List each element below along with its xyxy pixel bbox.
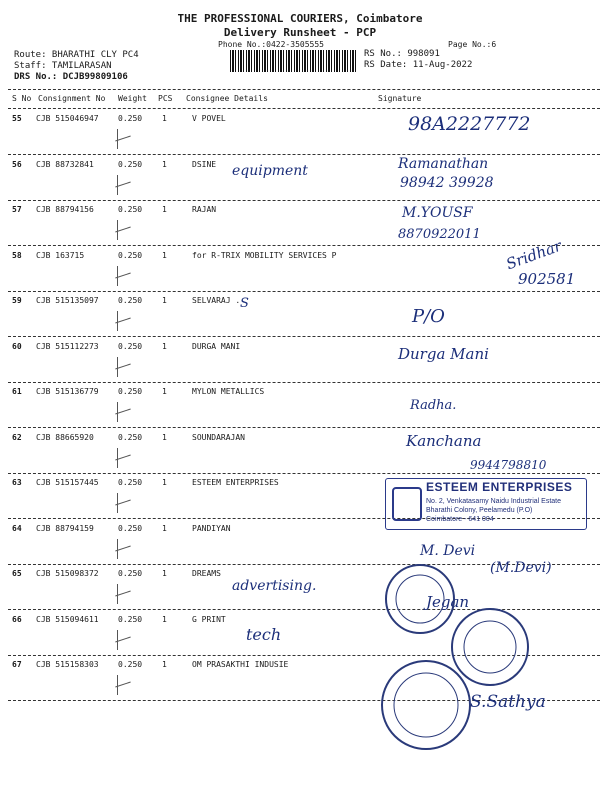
col-signature: Signature — [378, 94, 422, 103]
pen-tick — [117, 493, 118, 513]
row-pcs: 1 — [162, 205, 167, 214]
row-divider — [8, 200, 600, 201]
phone-57: 8870922011 — [398, 227, 481, 242]
note-66: tech — [246, 625, 282, 644]
signature-64: M. Devi — [420, 543, 476, 559]
row-weight: 0.250 — [118, 114, 143, 123]
row-consignee: PANDIYAN — [192, 523, 231, 533]
row-consignee: DURGA MANI — [192, 341, 241, 351]
col-weight: Weight — [118, 94, 147, 103]
company-name: THE PROFESSIONAL COURIERS, Coimbatore — [177, 12, 423, 25]
pen-tick — [117, 675, 118, 695]
row-consignment: CJB 515094611 — [36, 614, 99, 624]
row-pcs: 1 — [162, 478, 167, 487]
row-consignment: CJB 163715 — [36, 250, 85, 260]
pen-tick — [117, 402, 118, 422]
phone-56: 98942 39928 — [400, 175, 494, 191]
drs-number: DRS No.: DCJB99809106 — [14, 72, 128, 82]
row-sno: 64 — [12, 523, 22, 533]
signature-67: S.Sathya — [470, 692, 546, 712]
row-pcs: 1 — [162, 159, 167, 169]
row-consignee: RAJAN — [192, 205, 217, 214]
stamp-line-2: Bharathi Colony, Peelamedu (P.O) — [426, 507, 533, 514]
row-sno: 59 — [12, 296, 22, 305]
note-56: equipment — [232, 163, 308, 179]
row-sno: 55 — [12, 114, 22, 123]
col-sno: S No — [12, 94, 32, 103]
row-sno: 58 — [12, 250, 22, 260]
row-divider — [8, 245, 600, 246]
row-sno: 57 — [12, 205, 22, 214]
table-row — [0, 294, 600, 340]
row-weight: 0.250 — [118, 660, 143, 669]
row-pcs: 1 — [162, 341, 167, 351]
col-pcs: PCS — [158, 94, 173, 103]
seal-gprint-inner — [464, 621, 516, 673]
row-consignment: CJB 515136779 — [36, 387, 99, 396]
row-weight: 0.250 — [118, 523, 143, 533]
pen-tick — [117, 584, 118, 604]
row-sno: 63 — [12, 478, 22, 487]
stamp-name: ESTEEM ENTERPRISES — [426, 480, 573, 494]
row-divider — [8, 427, 600, 428]
table-row — [0, 340, 600, 386]
row-pcs: 1 — [162, 569, 167, 578]
pen-tick — [117, 129, 118, 149]
column-header — [0, 94, 600, 106]
row-consignment: CJB 88732841 — [36, 159, 94, 169]
seal-om-prasakthi-inner — [394, 673, 458, 737]
rs-number: RS No.: 998091 — [364, 49, 440, 59]
signature-65: Jegan — [426, 593, 470, 611]
row-sno: 65 — [12, 569, 22, 578]
row-consignee: SOUNDARAJAN — [192, 432, 245, 442]
row-sno: 67 — [12, 660, 22, 669]
document-title: Delivery Runsheet - PCP — [223, 26, 377, 39]
row-sno: 60 — [12, 341, 22, 351]
signature-60: Durga Mani — [398, 345, 489, 363]
row-consignment: CJB 515157445 — [36, 478, 99, 487]
row-divider — [8, 382, 600, 383]
row-consignee: V POVEL — [192, 114, 226, 123]
seal-gprint — [452, 609, 528, 685]
row-consignment: CJB 515112273 — [36, 341, 99, 351]
phone-number: Phone No.:0422-3505555 — [218, 40, 324, 49]
staff: Staff: TAMILARASAN — [14, 61, 112, 71]
pen-tick — [117, 357, 118, 377]
row-weight: 0.250 — [118, 614, 143, 624]
row-weight: 0.250 — [118, 387, 143, 396]
row-pcs: 1 — [162, 432, 167, 442]
phone-62: 9944798810 — [470, 458, 547, 472]
signature-57: M.YOUSF — [402, 205, 473, 221]
row-consignee: for R-TRIX MOBILITY SERVICES P — [192, 250, 337, 260]
row-pcs: 1 — [162, 614, 167, 624]
company-stamp — [385, 478, 587, 530]
row-divider — [8, 336, 600, 337]
table-row — [0, 385, 600, 431]
row-divider — [8, 154, 600, 155]
signature-64-alt: (M.Devi) — [490, 560, 552, 576]
table-row — [0, 203, 600, 249]
row-consignee: SELVARAJ . — [192, 296, 241, 305]
row-pcs: 1 — [162, 387, 167, 396]
row-weight: 0.250 — [118, 159, 143, 169]
pen-tick — [117, 539, 118, 559]
stamp-logo-icon — [392, 487, 422, 521]
page-number: Page No.:6 — [448, 40, 497, 49]
signature-61: Radha. — [410, 398, 457, 413]
seal-om-prasakthi — [382, 661, 470, 749]
seal-dreams-inner — [396, 575, 444, 623]
row-sno: 66 — [12, 614, 22, 624]
row-consignment: CJB 515158303 — [36, 660, 99, 669]
row-consignee: MYLON METALLICS — [192, 387, 265, 396]
row-consignment: CJB 88794159 — [36, 523, 94, 533]
row-pcs: 1 — [162, 114, 167, 123]
row-weight: 0.250 — [118, 250, 143, 260]
row-weight: 0.250 — [118, 341, 143, 351]
barcode — [230, 50, 358, 72]
row-sno: 62 — [12, 432, 22, 442]
row-weight: 0.250 — [118, 478, 143, 487]
col-consignment: Consignment No — [38, 94, 106, 103]
row-consignment: CJB 515098372 — [36, 569, 99, 578]
row-consignee: ESTEEM ENTERPRISES — [192, 478, 279, 487]
stamp-line-1: No. 2, Venkatasamy Naidu Industrial Estate — [426, 498, 562, 505]
signature-58: Sridhar — [503, 236, 564, 274]
col-consignee: Consignee Details — [186, 94, 268, 103]
row-consignment: CJB 515135097 — [36, 296, 99, 305]
row-weight: 0.250 — [118, 569, 143, 578]
route: Route: BHARATHI CLY PC4 — [14, 50, 139, 60]
row-pcs: 1 — [162, 660, 167, 669]
row-pcs: 1 — [162, 523, 167, 533]
row-sno: 56 — [12, 159, 22, 169]
signature-56: Ramanathan — [398, 156, 489, 172]
pen-tick — [117, 311, 118, 331]
row-consignment: CJB 88665920 — [36, 432, 94, 442]
row-consignee: DREAMS — [192, 569, 221, 578]
stamp-line-3: Coimbatore - 641 004 — [426, 516, 494, 523]
row-pcs: 1 — [162, 250, 167, 260]
row-consignee: OM PRASAKTHI INDUSIE — [192, 660, 289, 669]
row-sno: 61 — [12, 387, 22, 396]
pen-tick — [117, 175, 118, 195]
row-consignee: G PRINT — [192, 614, 226, 624]
row-weight: 0.250 — [118, 296, 143, 305]
note-65: advertising. — [232, 578, 317, 594]
stamp-address — [426, 497, 561, 524]
row-consignee: DSINE — [192, 159, 217, 169]
row-consignment: CJB 88794156 — [36, 205, 94, 214]
signature-55: 98A2227772 — [408, 113, 531, 135]
phone-58: 902581 — [518, 270, 576, 288]
pen-tick — [117, 220, 118, 240]
divider — [8, 108, 600, 109]
divider — [8, 89, 600, 90]
row-pcs: 1 — [162, 296, 167, 305]
row-consignment: CJB 515046947 — [36, 114, 99, 123]
pen-tick — [117, 266, 118, 286]
pen-tick — [117, 630, 118, 650]
row-divider — [8, 291, 600, 292]
row-divider — [8, 473, 600, 474]
row-weight: 0.250 — [118, 432, 143, 442]
note-59: S — [240, 296, 249, 311]
row-weight: 0.250 — [118, 205, 143, 214]
signature-62: Kanchana — [406, 432, 482, 450]
pen-tick — [117, 448, 118, 468]
rs-date: RS Date: 11-Aug-2022 — [364, 60, 473, 70]
rubber-seals — [380, 555, 590, 760]
signature-59: P/O — [412, 306, 445, 327]
